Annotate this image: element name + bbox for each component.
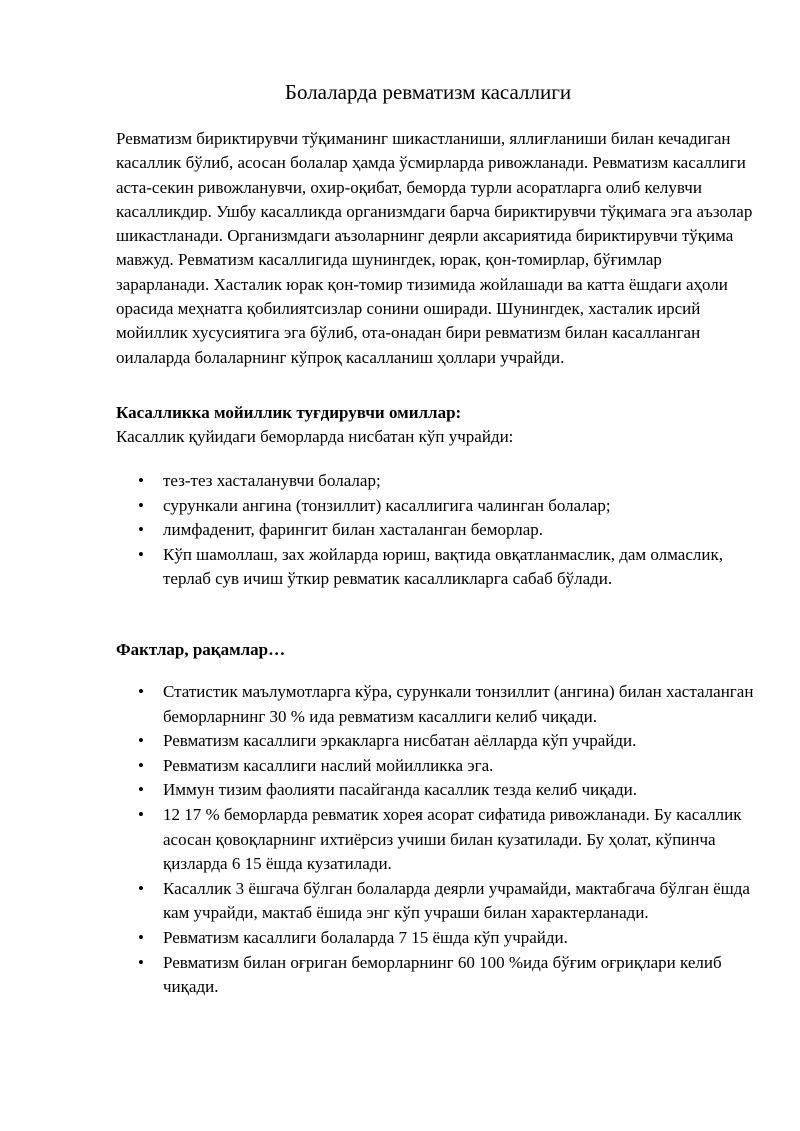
bullet-icon: • — [138, 755, 144, 775]
list-item — [116, 680, 756, 729]
list-item-text: Ревматизм билан оғриган беморларнинг 60 100 %ида бўғим оғриқлари келиб чиқади. — [163, 952, 722, 997]
list-item-text: Статистик маълумотларга кўра, сурункали тонзиллит (ангина) билан хасталанган беморларнинг 30 % ида ревматизм касаллиги келиб чиқади. — [163, 682, 754, 726]
list-item — [116, 754, 756, 779]
list-item-text: тез-тез хасталанувчи болалар; — [163, 471, 381, 490]
list-item — [116, 877, 756, 926]
list-item-text: лимфаденит, фарингит билан хасталанган беморлар. — [163, 520, 544, 540]
list-item-text: Ревматизм касаллиги наслий мойилликка эга. — [163, 755, 494, 775]
list-item — [116, 518, 756, 543]
list-item — [116, 926, 756, 951]
list-item — [116, 469, 756, 494]
list-item-text: 12 17 % беморларда ревматик хорея асорат сифатида ривожланади. Бу касаллик асосан қовоқларнинг ихтиёрсиз учиши билан кузатилади. Бу ҳолат, кўпинча қизларда 6 15 ёшда кузатилади. — [163, 804, 742, 874]
list-item-text: Кўп шамоллаш, зах жойларда юриш, вақтида овқатланмаслик, дам олмаслик, терлаб сув ичиш ўткир ревматик касалликларга сабаб бўлади. — [163, 544, 723, 589]
list-item-text: Ревматизм касаллиги эркакларга нисбатан аёлларда кўп учрайди. — [163, 731, 637, 751]
list-item-text: Ревматизм касаллиги болаларда 7 15 ёшда кўп учрайди. — [163, 927, 568, 947]
risk-factors-heading: Касалликка мойиллик туғдирувчи омиллар: — [116, 403, 462, 422]
facts-heading: Фактлар, рақамлар… — [116, 640, 286, 659]
list-item-text: Касаллик 3 ёшгача бўлган болаларда деярли учрамайди, мактабгача бўлган ёшда кам учрайди, мактаб ёшида энг кўп учраши билан характерланади. — [163, 878, 750, 923]
bullet-icon: • — [138, 471, 144, 490]
list-item — [116, 543, 756, 592]
list-item — [116, 778, 756, 803]
bullet-icon: • — [138, 731, 144, 751]
risk-factors-list — [116, 469, 756, 592]
bullet-icon: • — [138, 682, 144, 701]
bullet-icon: • — [138, 804, 144, 824]
list-item — [116, 729, 756, 754]
bullet-icon: • — [138, 927, 144, 947]
facts-list — [116, 680, 756, 1000]
list-item-text: Иммун тизим фаолияти пасайганда касаллик тезда келиб чиқади. — [163, 780, 638, 800]
list-item-text: сурункали ангина (тонзиллит) касаллигига чалинган болалар; — [163, 495, 611, 515]
bullet-icon: • — [138, 520, 144, 540]
risk-factors-subtitle: Касаллик қуйидаги беморларда нисбатан кўп учрайди: — [116, 427, 514, 446]
bullet-icon: • — [138, 495, 144, 515]
bullet-icon: • — [138, 878, 144, 898]
list-item — [116, 803, 756, 877]
bullet-icon: • — [138, 544, 144, 564]
bullet-icon: • — [138, 780, 144, 800]
list-item — [116, 951, 756, 1000]
list-item — [116, 494, 756, 519]
bullet-icon: • — [138, 952, 144, 972]
page-title: Болаларда ревматизм касаллиги — [284, 80, 572, 104]
intro-paragraph: Ревматизм бириктирувчи тўқиманинг шикастланиши, яллиғланиши билан кечадиган касаллик бўлиб, асосан болалар ҳамда ўсмирларда ривожланади. Ревматизм касаллиги аста-секин ривожланувчи, охир-оқибат, беморда турли асоратларга олиб келувчи касалликдир. Ушбу касалликда организмдаги барча бириктирувчи тўқимага эга аъзолар шикастланади. Организмдаги аъзоларнинг деярли аксариятида бириктирувчи тўқима мавжуд. Ревматизм касаллигида шунингдек, юрак, қон-томирлар, бўғимлар зарарланади. Хасталик юрак қон-томир тизимида жойлашади ва катта ёшдаги аҳоли орасида меҳнатга қобилиятсизлар сонини оширади. Шунингдек, хасталик ирсий мойиллик хусусиятига эга бўлиб, ота-онадан бири ревматизм билан касалланган оилаларда болаларнинг кўпроқ касалланиш ҳоллари учрайди. — [116, 129, 753, 367]
